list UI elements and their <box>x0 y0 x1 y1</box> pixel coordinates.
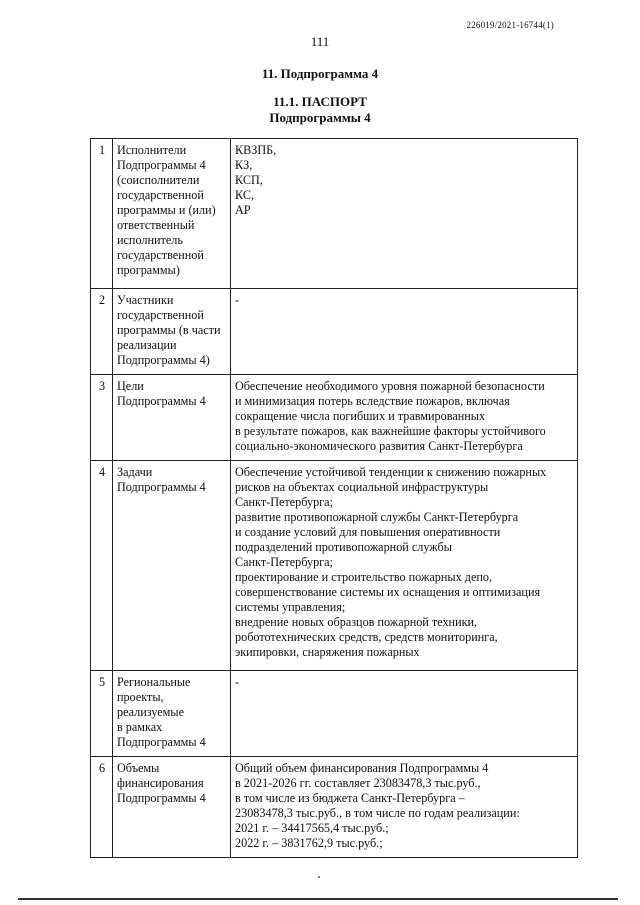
row-value-line: Санкт-Петербурга; <box>235 555 333 569</box>
row-number: 2 <box>91 289 113 375</box>
row-value <box>231 757 578 858</box>
row-value <box>231 139 578 289</box>
row-value-line: АР <box>235 203 251 217</box>
table-row <box>91 671 578 757</box>
row-value-line: и минимизация потерь вследствие пожаров, включая <box>235 394 510 408</box>
row-label-line: Подпрограммы 4 <box>117 791 206 805</box>
row-value-line: развитие противопожарной службы Санкт-Петербурга <box>235 510 519 524</box>
row-value-line: экипировки, снаряжения пожарных <box>235 645 420 659</box>
row-value-line: подразделений противопожарной службы <box>235 540 452 554</box>
row-value-line: - <box>235 675 240 689</box>
row-label-line: проекты, <box>117 690 164 704</box>
row-value-line: в 2021-2026 гг. составляет 23083478,3 тыс.руб., <box>235 776 481 790</box>
row-value-line: робототехнических средств, средств мониторинга, <box>235 630 498 644</box>
page-bottom-rule <box>18 898 618 900</box>
row-label-line: Задачи <box>117 465 153 479</box>
row-label-line: Подпрограммы 4) <box>117 353 210 367</box>
row-value-line: КВЗПБ, <box>235 143 277 157</box>
row-value-line: в том числе из бюджета Санкт-Петербурга – <box>235 791 465 805</box>
row-label-line: (соисполнители <box>117 173 200 187</box>
row-number: 3 <box>91 375 113 461</box>
row-value-line: Обеспечение необходимого уровня пожарной безопасности <box>235 379 545 393</box>
row-value-line: сокращение числа погибших и травмированных <box>235 409 486 423</box>
row-value-line: в результате пожаров, как важнейшие факторы устойчивого <box>235 424 546 438</box>
table-row <box>91 289 578 375</box>
section-title: 11. Подпрограмма 4 <box>261 66 379 81</box>
passport-title-line-1: 11.1. ПАСПОРТ <box>273 94 367 109</box>
row-value-line: КЗ, <box>235 158 253 172</box>
row-label-line: исполнитель <box>117 233 183 247</box>
row-number: 5 <box>91 671 113 757</box>
row-value-line: и создание условий для повышения оперативности <box>235 525 501 539</box>
row-value-line: Общий объем финансирования Подпрограммы 4 <box>235 761 489 775</box>
row-label <box>113 757 231 858</box>
page-number: 111 <box>310 34 330 49</box>
row-label-line: Региональные <box>117 675 191 689</box>
row-label-line: реализуемые <box>117 705 184 719</box>
row-label-line: финансирования <box>117 776 204 790</box>
table-row <box>91 375 578 461</box>
row-value <box>231 375 578 461</box>
row-label <box>113 375 231 461</box>
row-number: 4 <box>91 461 113 671</box>
row-label-line: Подпрограммы 4 <box>117 158 206 172</box>
row-value-line: КС, <box>235 188 255 202</box>
row-label-line: программы) <box>117 263 180 277</box>
row-number: 1 <box>91 139 113 289</box>
row-value-line: - <box>235 293 240 307</box>
row-value-line: совершенствование системы их оснащения и оптимизация <box>235 585 541 599</box>
row-label-line: Участники <box>117 293 174 307</box>
row-value-line: 2022 г. – 3831762,9 тыс.руб.; <box>235 836 383 850</box>
row-label-line: Объемы <box>117 761 160 775</box>
row-value-line: системы управления; <box>235 600 346 614</box>
row-value-line: проектирование и строительство пожарных депо, <box>235 570 493 584</box>
row-value <box>231 461 578 671</box>
row-label-line: в рамках <box>117 720 163 734</box>
row-value-line: внедрение новых образцов пожарной техники, <box>235 615 478 629</box>
document-id: 226019/2021-16744(1) <box>466 20 554 30</box>
row-value-line: 23083478,3 тыс.руб., в том числе по годам реализации: <box>235 806 520 820</box>
row-label-line: реализации <box>117 338 177 352</box>
row-label <box>113 461 231 671</box>
row-value <box>231 671 578 757</box>
row-value-line: социально-экономического развития Санкт-Петербурга <box>235 439 523 453</box>
row-label-line: Цели <box>117 379 144 393</box>
row-value-line: рисков на объектах социальной инфраструктуры <box>235 480 489 494</box>
row-label-line: Подпрограммы 4 <box>117 480 206 494</box>
row-label-line: Исполнители <box>117 143 187 157</box>
passport-title <box>0 94 640 126</box>
row-label-line: Подпрограммы 4 <box>117 394 206 408</box>
passport-table <box>90 138 578 858</box>
row-label-line: программы (в части <box>117 323 221 337</box>
row-label-line: программы и (или) <box>117 203 216 217</box>
row-label <box>113 671 231 757</box>
row-label-line: государственной <box>117 248 204 262</box>
row-label-line: Подпрограммы 4 <box>117 735 206 749</box>
row-value-line: Обеспечение устойчивой тенденции к снижению пожарных <box>235 465 547 479</box>
row-value-line: Санкт-Петербурга; <box>235 495 333 509</box>
passport-table-body <box>91 139 578 858</box>
row-label-line: ответственный <box>117 218 195 232</box>
row-value-line: КСП, <box>235 173 263 187</box>
row-value <box>231 289 578 375</box>
table-row <box>91 139 578 289</box>
row-label-line: государственной <box>117 188 204 202</box>
row-value-line: 2021 г. – 34417565,4 тыс.руб.; <box>235 821 389 835</box>
row-label <box>113 139 231 289</box>
table-row <box>91 461 578 671</box>
row-number: 6 <box>91 757 113 858</box>
table-row <box>91 757 578 858</box>
passport-title-line-2: Подпрограммы 4 <box>269 110 371 125</box>
row-label <box>113 289 231 375</box>
row-label-line: государственной <box>117 308 204 322</box>
scan-speck <box>318 876 320 878</box>
